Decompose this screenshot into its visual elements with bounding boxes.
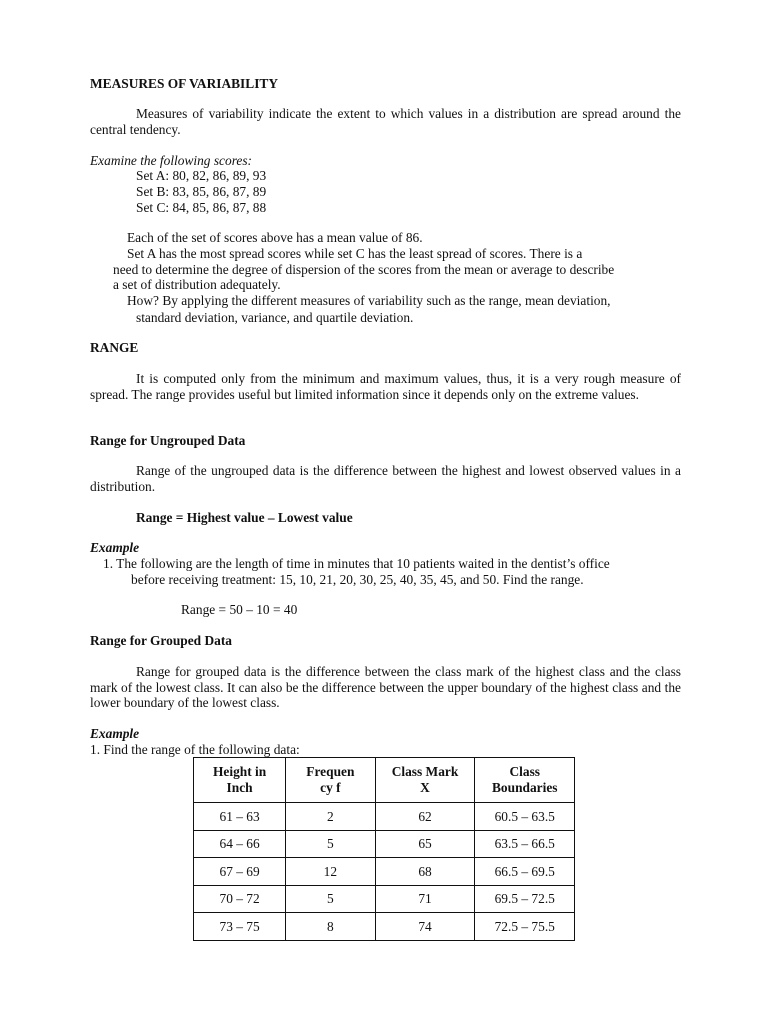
table-row	[194, 858, 575, 886]
grouped-heading: Range for Grouped Data	[90, 633, 232, 648]
range-heading: RANGE	[90, 340, 139, 355]
header-frequency: Frequen cy f	[286, 758, 375, 803]
ungrouped-heading: Range for Ungrouped Data	[90, 433, 246, 448]
header-class-mark: Class Mark X	[375, 758, 475, 803]
mean-note: Each of the set of scores above has a mean value of 86.	[127, 230, 423, 245]
set-c-scores: Set C: 84, 85, 86, 87, 88	[136, 200, 267, 215]
header-class-boundaries: Class Boundaries	[475, 758, 575, 803]
table-header-row	[194, 758, 575, 803]
examine-label: Examine the following scores:	[90, 153, 253, 168]
cell-class-boundaries: 66.5 – 69.5	[475, 858, 575, 886]
cell-class-mark: 71	[375, 885, 475, 913]
set-b-scores: Set B: 83, 85, 86, 87, 89	[136, 184, 267, 199]
cell-class-mark: 65	[375, 830, 475, 858]
example-label: Example	[90, 540, 140, 555]
how-line-1: How? By applying the different measures of variability such as the range, mean deviation,	[127, 293, 611, 308]
example2-text: 1. Find the range of the following data:	[90, 742, 300, 757]
cell-frequency: 8	[286, 913, 375, 941]
cell-height: 67 – 69	[194, 858, 286, 886]
page-title: MEASURES OF VARIABILITY	[90, 76, 279, 91]
cell-class-mark: 62	[375, 803, 475, 831]
cell-height: 70 – 72	[194, 885, 286, 913]
cell-height: 73 – 75	[194, 913, 286, 941]
example1-line-1: 1. The following are the length of time in minutes that 10 patients waited in the dentist’s office	[103, 556, 610, 571]
table-row	[194, 803, 575, 831]
header-height: Height in Inch	[194, 758, 286, 803]
grouped-paragraph: Range for grouped data is the difference between the class mark of the highest class and the class mark of the lowest class. It can also be the difference between the upper boundary of the highest class and the lower boundary of the lowest class.	[90, 664, 681, 711]
range-data-table	[193, 757, 575, 941]
example1-answer: Range = 50 – 10 = 40	[181, 602, 298, 617]
intro-paragraph: Measures of variability indicate the extent to which values in a distribution are spread around the central tendency.	[90, 106, 681, 137]
spread-line-3: a set of distribution adequately.	[113, 277, 281, 292]
cell-class-boundaries: 69.5 – 72.5	[475, 885, 575, 913]
range-paragraph: It is computed only from the minimum and maximum values, thus, it is a very rough measure of spread. The range provides useful but limited information since it depends only on the extreme values.	[90, 371, 681, 402]
range-formula: Range = Highest value – Lowest value	[136, 510, 353, 525]
cell-frequency: 2	[286, 803, 375, 831]
cell-frequency: 12	[286, 858, 375, 886]
cell-class-mark: 74	[375, 913, 475, 941]
cell-frequency: 5	[286, 885, 375, 913]
spread-line-1: Set A has the most spread scores while set C has the least spread of scores. There is a	[127, 246, 583, 261]
how-line-2: standard deviation, variance, and quartile deviation.	[136, 310, 414, 325]
table-row	[194, 913, 575, 941]
cell-height: 64 – 66	[194, 830, 286, 858]
cell-frequency: 5	[286, 830, 375, 858]
spread-line-2: need to determine the degree of dispersion of the scores from the mean or average to describe	[113, 262, 615, 277]
cell-class-boundaries: 72.5 – 75.5	[475, 913, 575, 941]
set-a-scores: Set A: 80, 82, 86, 89, 93	[136, 168, 267, 183]
ungrouped-paragraph: Range of the ungrouped data is the difference between the highest and lowest observed values in a distribution.	[90, 463, 681, 494]
cell-class-boundaries: 63.5 – 66.5	[475, 830, 575, 858]
table-row	[194, 885, 575, 913]
cell-class-mark: 68	[375, 858, 475, 886]
cell-class-boundaries: 60.5 – 63.5	[475, 803, 575, 831]
example2-label: Example	[90, 726, 140, 741]
cell-height: 61 – 63	[194, 803, 286, 831]
table-row	[194, 830, 575, 858]
example1-line-2: before receiving treatment: 15, 10, 21, 20, 30, 25, 40, 35, 45, and 50. Find the range.	[131, 572, 584, 587]
